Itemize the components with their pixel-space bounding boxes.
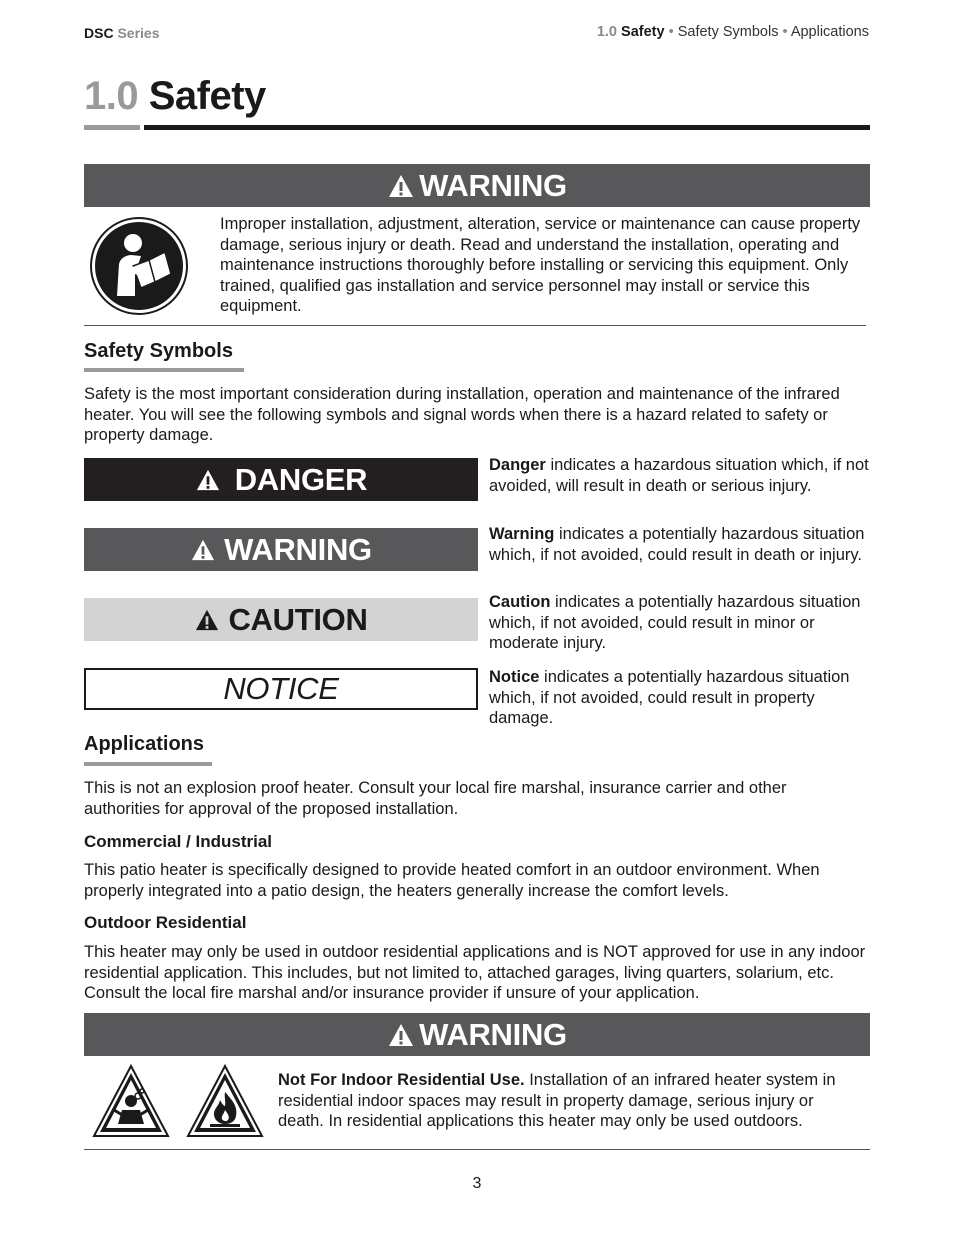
- warning-bottom-text: [278, 1070, 863, 1132]
- safety-symbols-intro: Safety is the most important consideration during installation, operation and maintenance of the infrared heater. You will see the following symbols and signal words when there is a hazard related to safety or property damage.: [84, 385, 840, 444]
- warning-top-text: Improper installation, adjustment, alteration, service or maintenance can cause property damage, serious injury or death. Read and understand the installation, operating and maintenance instructions thoroughly before installing or servicing this equipment. Only trained, qualified gas installation and service personnel may install or service this equipment.: [220, 215, 861, 315]
- divider: [84, 325, 866, 326]
- warning-triangle-icon: [190, 538, 216, 562]
- breadcrumb-item-2: Safety Symbols: [677, 24, 779, 40]
- applications-heading: Applications: [84, 733, 205, 755]
- title-rule-accent: [84, 125, 140, 130]
- warning-triangle-icon: [194, 608, 220, 632]
- commercial-heading: Commercial / Industrial: [84, 832, 272, 851]
- caution-signal: [84, 598, 478, 641]
- warning-banner-top: [84, 164, 870, 207]
- page-title-text: Safety: [148, 74, 266, 118]
- breadcrumb-item-3: Applications: [790, 24, 869, 40]
- breadcrumb: [597, 24, 869, 40]
- series-label: [84, 25, 160, 41]
- page-title-num: 1.0: [84, 74, 139, 118]
- warning-triangle-icon: [195, 468, 221, 492]
- danger-term: Danger: [489, 456, 546, 474]
- fire-hazard-icon: [186, 1064, 264, 1138]
- commercial-text: This patio heater is specifically designed to provide heated comfort in an outdoor environment. When properly integrated into a patio design, the heaters generally increase the comfort levels.: [84, 861, 820, 900]
- divider: [84, 1149, 870, 1150]
- heading-underline: [84, 762, 212, 766]
- notice-description: [489, 667, 874, 729]
- warning-bottom-bold: Not For Indoor Residential Use.: [278, 1071, 525, 1089]
- warning-triangle-icon: [387, 173, 415, 199]
- danger-description: [489, 455, 874, 496]
- page-number: 3: [472, 1175, 482, 1192]
- caution-label: CAUTION: [228, 601, 368, 637]
- residential-heading: Outdoor Residential: [84, 913, 247, 932]
- breadcrumb-section-name: Safety: [621, 24, 665, 40]
- warning-triangle-icon: [387, 1022, 415, 1048]
- notice-label: NOTICE: [223, 671, 339, 706]
- warning-description: [489, 524, 874, 565]
- series-bold: DSC: [84, 25, 114, 41]
- warning-banner-label: WARNING: [419, 1016, 567, 1052]
- residential-text: This heater may only be used in outdoor residential applications and is NOT approved for use in any indoor residential application. This includes, but not limited to, attached garages, living quarters, solarium, etc. Consult the local fire marshal and/or insurance provider if unsure of your application.: [84, 943, 866, 1002]
- applications-intro: This is not an explosion proof heater. Consult your local fire marshal, insurance carrier and other authorities for approval of the proposed installation.: [84, 779, 787, 818]
- asphyxiation-hazard-icon: [92, 1064, 170, 1138]
- warning-desc: indicates a potentially hazardous situation which, if not avoided, could result in death or injury.: [489, 525, 865, 564]
- caution-term: Caution: [489, 593, 551, 611]
- breadcrumb-sep: •: [668, 24, 674, 40]
- warning-signal: [84, 528, 478, 571]
- warning-banner-label: WARNING: [419, 167, 567, 203]
- warning-label: WARNING: [224, 531, 372, 567]
- warning-term: Warning: [489, 525, 555, 543]
- breadcrumb-sep: •: [782, 24, 788, 40]
- title-rule: [144, 125, 870, 130]
- breadcrumb-section-num: 1.0: [596, 24, 618, 40]
- warning-bottom-body: Installation of an infrared heater system in residential indoor spaces may result in property damage, serious injury or death. In residential applications this heater may only be used outdoors.: [278, 1071, 836, 1130]
- caution-description: [489, 592, 874, 654]
- notice-desc: indicates a potentially hazardous situation which, if not avoided, could result in property damage.: [489, 668, 850, 727]
- notice-signal: [84, 668, 478, 710]
- warning-banner-bottom: [84, 1013, 870, 1056]
- safety-symbols-heading: Safety Symbols: [84, 340, 233, 362]
- danger-signal: [84, 458, 478, 501]
- series-rest: Series: [117, 25, 160, 41]
- caution-desc: indicates a potentially hazardous situation which, if not avoided, could result in minor or moderate injury.: [489, 593, 861, 652]
- danger-label: DANGER: [234, 461, 368, 497]
- heading-underline: [84, 368, 244, 372]
- page-title: [84, 74, 266, 119]
- danger-desc: indicates a hazardous situation which, if not avoided, will result in death or serious injury.: [489, 456, 869, 495]
- notice-term: Notice: [489, 668, 540, 686]
- read-manual-icon: [89, 216, 189, 316]
